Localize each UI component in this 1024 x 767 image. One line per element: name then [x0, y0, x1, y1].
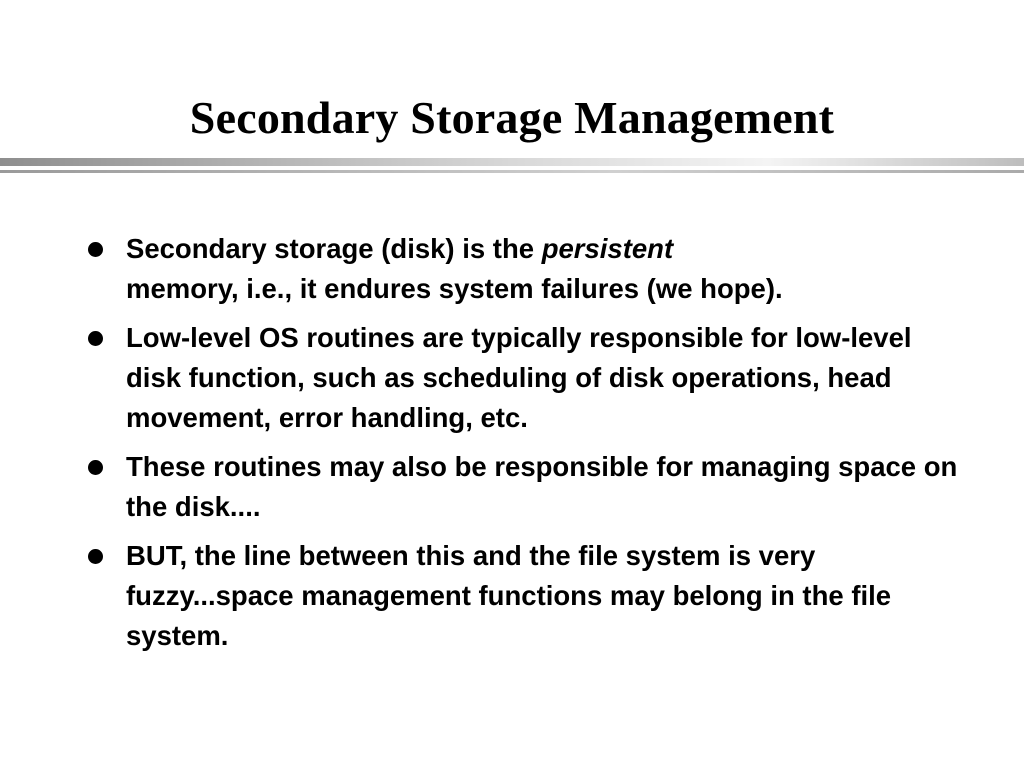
title-divider [0, 158, 1024, 178]
bullet-list [88, 229, 958, 665]
bullet-item-low-level-routines [88, 318, 958, 438]
bullet-text: These routines may also be responsible for managing space on the disk.... [126, 451, 958, 522]
bullet-text-part: Secondary storage (disk) is the [126, 233, 542, 264]
bullet-text: Low-level OS routines are typically responsible for low-level disk function, such as scheduling of disk operations, head movement, error handling, etc. [126, 322, 912, 433]
title-divider-band-thin [0, 170, 1024, 173]
bullet-dot-icon [88, 549, 103, 564]
bullet-dot-icon [88, 460, 103, 475]
bullet-dot-icon [88, 242, 103, 257]
slide-title: Secondary Storage Management [189, 92, 835, 143]
title-divider-band-thick [0, 158, 1024, 166]
bullet-item-fuzzy-line [88, 536, 958, 656]
bullet-item-persistent-storage [88, 229, 958, 309]
bullet-dot-icon [88, 331, 103, 346]
bullet-text-part: memory, i.e., it endures system failures (we hope). [126, 273, 783, 304]
bullet-emphasis: persistent [541, 233, 674, 264]
bullet-text: BUT, the line between this and the file system is very fuzzy...space management functions may belong in the file system. [126, 540, 892, 651]
bullet-item-managing-space [88, 447, 958, 527]
